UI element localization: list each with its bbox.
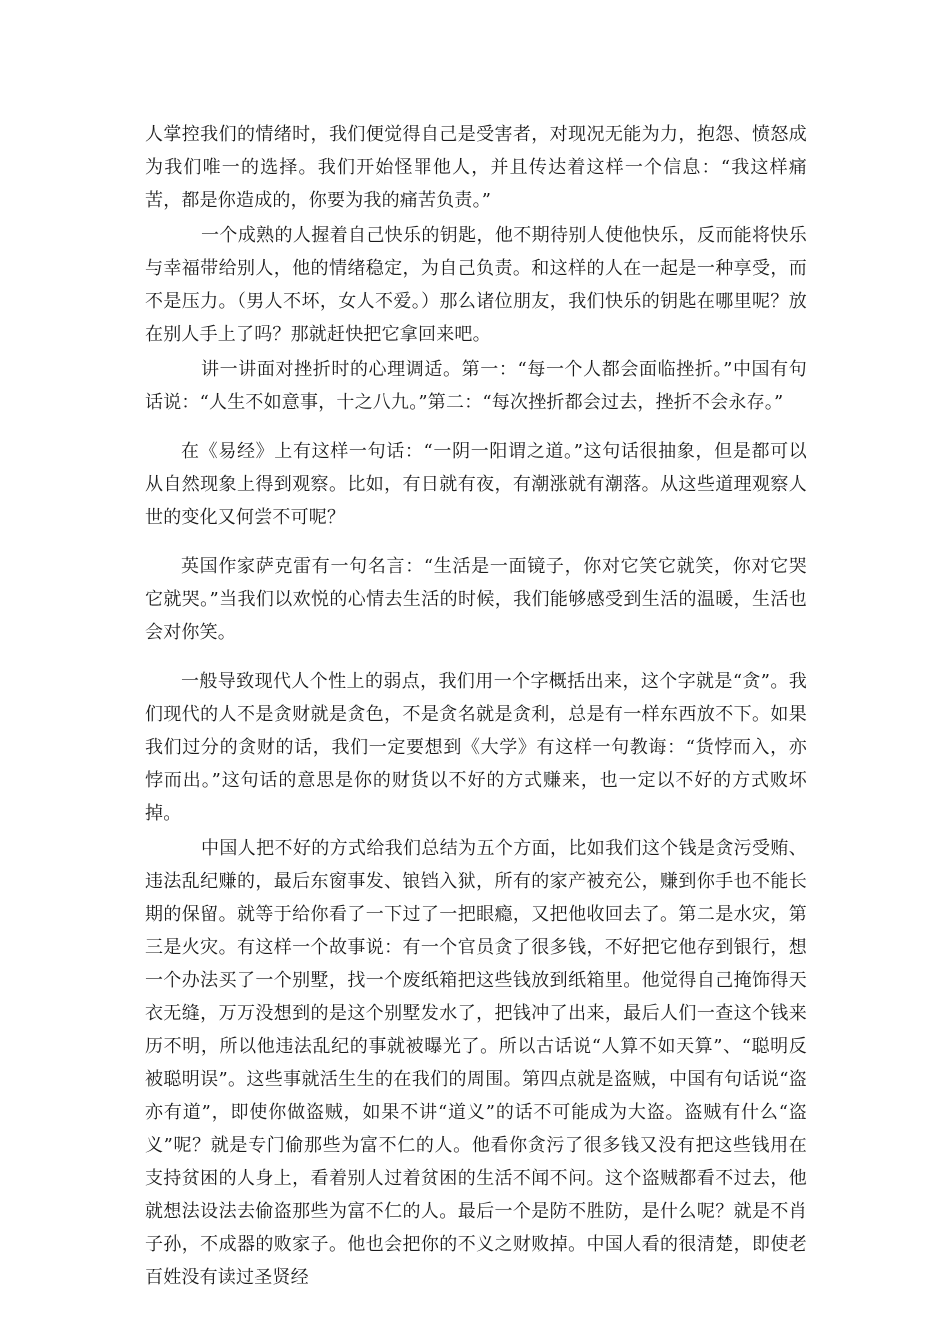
paragraph-thackeray-quote: 英国作家萨克雷有一句名言：“生活是一面镜子，你对它笑它就笑，你对它哭它就哭。”当我们以欢悦的心情去生活的时候，我们能够感受到生活的温暖，生活也会对你笑。	[145, 556, 807, 643]
paragraph-yijing: 在《易经》上有这样一句话：“一阴一阳谓之道。”这句话很抽象，但是都可以从自然现象上得到观察。比如，有日就有夜，有潮涨就有潮落。从这些道理观察人世的变化又何尝不可呢？	[145, 441, 807, 528]
paragraph-facing-setbacks: 讲一讲面对挫折时的心理调适。第一：“每一个人都会面临挫折。”中国有句话说：“人生不如意事，十之八九。”第二：“每次挫折都会过去，挫折不会永存。”	[145, 359, 807, 413]
paragraph-five-ways: 中国人把不好的方式给我们总结为五个方面，比如我们这个钱是贪污受贿、违法乱纪赚的，最后东窗事发、锒铛入狱，所有的家产被充公，赚到你手也不能长期的保留。就等于给你看了一下过了一把眼瘾，又把他收回去了。第二是水灾，第三是火灾。有这样一个故事说：有一个官员贪了很多钱，不好把它他存到银行，想一个办法买了一个别墅，找一个废纸箱把这些钱放到纸箱里。他觉得自己掩饰得天衣无缝，万万没想到的是这个别墅发水了，把钱冲了出来，最后人们一查这个钱来历不明，所以他违法乱纪的事就被曝光了。所以古话说“人算不如天算”、“聪明反被聪明误”。这些事就活生生的在我们的周围。第四点就是盗贼，中国有句话说“盗亦有道”，即使你做盗贼，如果不讲“道义”的话不可能成为大盗。盗贼有什么“盗义”呢？就是专门偷那些为富不仁的人。他看你贪污了很多钱又没有把这些钱用在支持贫困的人身上，看着别人过着贫困的生活不闻不问。这个盗贼都看不过去，他就想法设法去偷盗那些为富不仁的人。最后一个是防不胜防，是什么呢？就是不肖子孙，不成器的败家子。他也会把你的不义之财败掉。中国人看的很清楚，即使老百姓没有读过圣贤经	[145, 838, 807, 1288]
paragraph-victim-emotions: 人掌控我们的情绪时，我们便觉得自己是受害者，对现况无能为力，抱怨、愤怒成为我们唯一的选择。我们开始怪罪他人，并且传达着这样一个信息：“我这样痛苦，都是你造成的，你要为我的痛苦负责。”	[145, 124, 807, 211]
paragraph-greed: 一般导致现代人个性上的弱点，我们用一个字概括出来，这个字就是“贪”。我们现代的人不是贪财就是贪色，不是贪名就是贪利，总是有一样东西放不下。如果我们过分的贪财的话，我们一定要想到《大学》有这样一句教诲：“货悖而入，亦悖而出。”这句话的意思是你的财货以不好的方式赚来，也一定以不好的方式败坏掉。	[145, 671, 807, 824]
document-body	[145, 118, 807, 1294]
paragraph-key-to-happiness: 一个成熟的人握着自己快乐的钥匙，他不期待别人使他快乐，反而能将快乐与幸福带给别人，他的情绪稳定，为自己负责。和这样的人在一起是一种享受，而不是压力。（男人不坏，女人不爱。）那么诸位朋友，我们快乐的钥匙在哪里呢？放在别人手上了吗？那就赶快把它拿回来吧。	[145, 225, 807, 345]
